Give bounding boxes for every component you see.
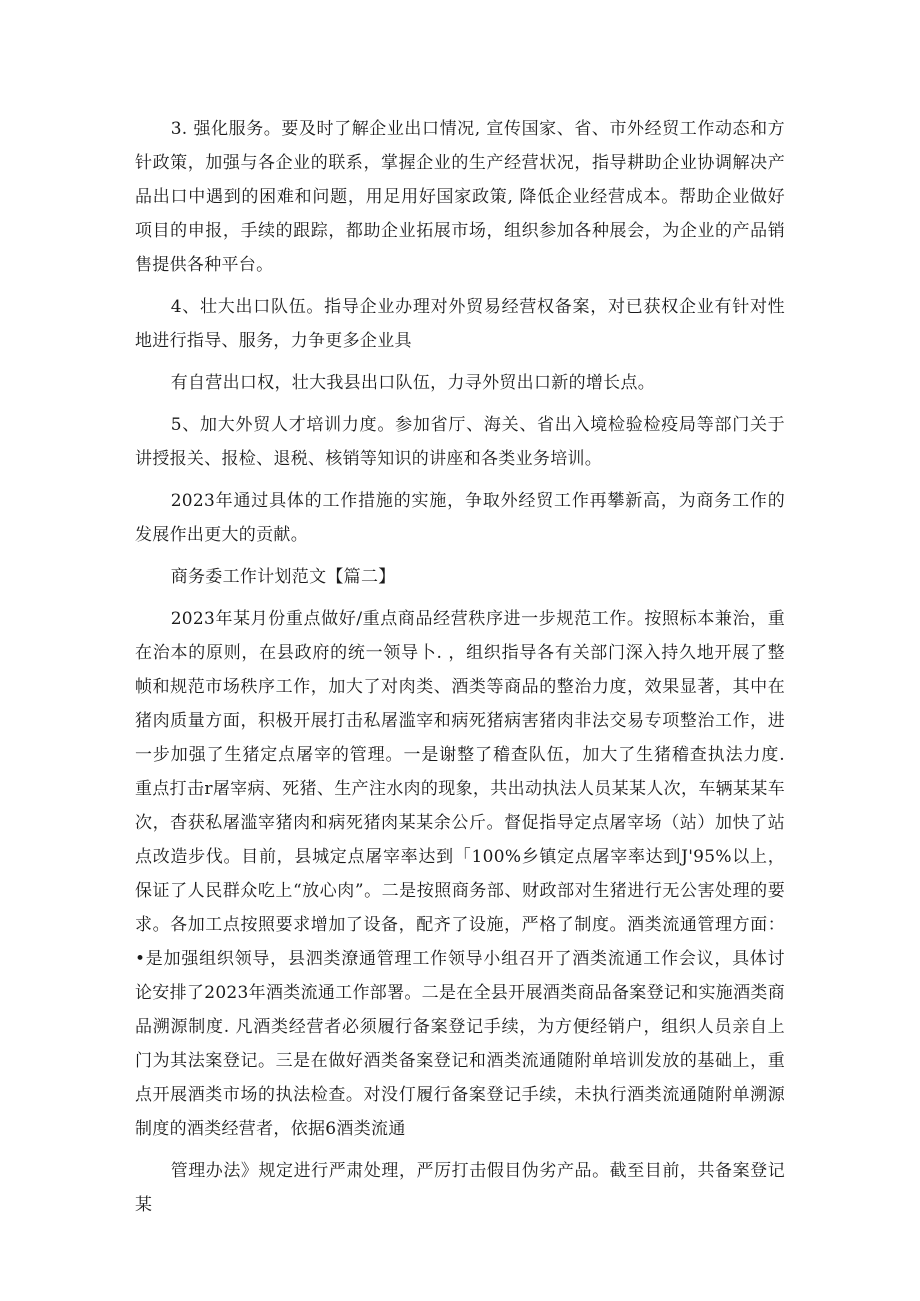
section-heading-part-two: 商务委工作计划范文【篇二】: [170, 567, 396, 587]
paragraph-2023-goal: 2023年通过具体的工作措施的实施，争取外经贸工作再攀新高，为商务工作的发展作出更大的贡献。: [135, 491, 785, 545]
paragraph-expand-export-team: 4、壮大出口队伍。指导企业办理对外贸易经营权备案，对已获权企业有针对性地进行指导、服务，力争更多企业具: [135, 297, 785, 351]
paragraph-market-order-continued: 管理办法》规定进行严肃处理，严厉打击假目伪劣产品。截至目前，共备案登记某: [135, 1161, 785, 1215]
document-body: [135, 112, 785, 1230]
paragraph-market-order: 2023年某月份重点做好/重点商品经营秩序进一步规范工作。按照标本兼治，重在治本的原则，在县政府的统一领导卜. ，组织指导各有关部门深入持久地开展了整帧和规范市场秩序工作，加大了对肉类、酒类等商品的整治力度，效果显著，其中在猪肉质量方面，积极开展打击私屠滥宰和病死猪病害猪肉非法交易专项整治工作，进一步加强了生猪定点屠宰的管理。一是谢整了稽查队伍，加大了生猪稽查执法力度. 重点打击r屠宰病、死猪、生产注水肉的现象，共出动执法人员某某人次，车辆某某车次，杳获私屠滥宰猪肉和病死猪肉某某余公斤。督促指导定点屠宰场（站）加快了站点改造步伐。目前，县城定点屠宰率达到「100%乡镇定点屠宰率达到J'95%以上，保证了人民群众吃上“放心肉”。二是按照商务部、财政部对生猪进行无公害处理的要求。各加工点按照要求增加了设备，配齐了设施，严格了制度。酒类流通管理方面：•是加强组织领导，县泗类潦通管理工作领导小组召开了酒类流通工作会议，具体讨论安排了2023年酒类流通工作部署。二是在全县开展酒类商品备案登记和实施酒类商品溯源制度. 凡酒类经营者必须履行备案登记手续，为方便经销户，组织人员亲自上门为其法案登记。三是在做好酒类备案登记和酒类流通随附单培训发放的基础上，重点开展酒类市场的执法检查。对没仃履行备案登记手续，未执行酒类流通随附单溯源制度的酒类经营者，依据6酒类流通: [135, 609, 785, 1139]
paragraph-talent-training: 5、加大外贸人才培训力度。参加省厅、海关、省出入境检验检疫局等部门关于讲授报关、报检、退税、核销等知识的讲座和各类业务培训。: [135, 415, 785, 469]
paragraph-expand-export-team-continued: 有自营出口权，壮大我县出口队伍，力寻外贸出口新的增长点。: [170, 373, 656, 393]
paragraph-strengthen-service: 3. 强化服务。要及时了解企业出口情况, 宣传国家、省、市外经贸工作动态和方针政策，加强与各企业的联系，掌握企业的生产经营状况，指导耕助企业协调解决产品出口中遇到的困难和问题，用足用好国家政策, 降低企业经营成本。帮助企业做好项目的申报，手续的跟踪，都助企业拓展市场，组织参加各种展会，为企业的产品销售提供各种平台。: [135, 119, 785, 275]
